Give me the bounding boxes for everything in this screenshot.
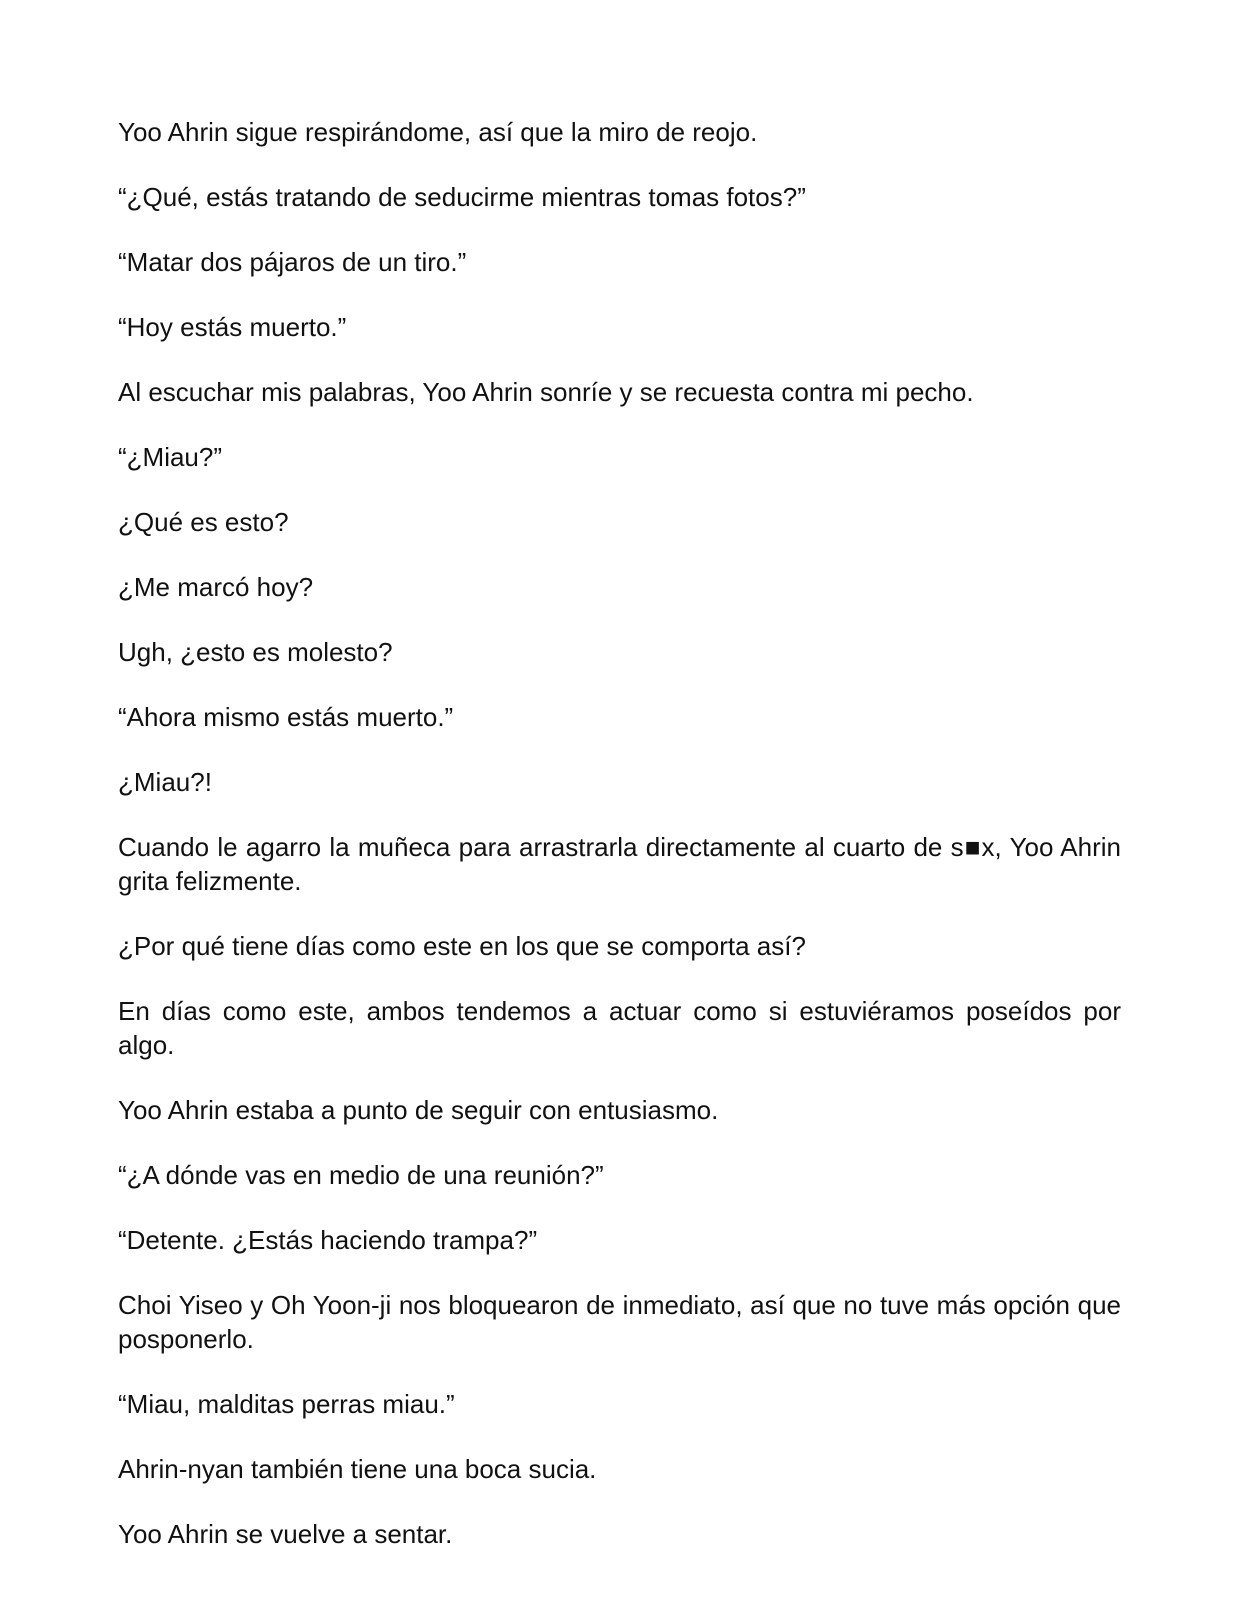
paragraph: Choi Yiseo y Oh Yoon-ji nos bloquearon de inmediato, así que no tuve más opción que posponerlo. [118,1290,1121,1354]
paragraph: Al escuchar mis palabras, Yoo Ahrin sonríe y se recuesta contra mi pecho. [118,377,974,407]
paragraph: “Matar dos pájaros de un tiro.” [118,247,467,277]
paragraph: “¿Qué, estás tratando de seducirme mientras tomas fotos?” [118,182,806,212]
paragraph: “Ahora mismo estás muerto.” [118,702,454,732]
paragraph: “Miau, malditas perras miau.” [118,1389,455,1419]
paragraph: “Hoy estás muerto.” [118,312,347,342]
paragraph: Ahrin-nyan también tiene una boca sucia. [118,1454,597,1484]
paragraph: Yoo Ahrin se vuelve a sentar. [118,1519,453,1549]
paragraph: ¿Por qué tiene días como este en los que se comporta así? [118,931,806,961]
paragraph: ¿Qué es esto? [118,507,289,537]
paragraph: Yoo Ahrin estaba a punto de seguir con entusiasmo. [118,1095,719,1125]
document-body [118,115,1121,1551]
paragraph: “Detente. ¿Estás haciendo trampa?” [118,1225,538,1255]
paragraph: Cuando le agarro la muñeca para arrastrarla directamente al cuarto de s■x, Yoo Ahrin grita felizmente. [118,832,1121,896]
paragraph: ¿Me marcó hoy? [118,572,314,602]
paragraph: Yoo Ahrin sigue respirándome, así que la miro de reojo. [118,117,758,147]
paragraph: En días como este, ambos tendemos a actuar como si estuviéramos poseídos por algo. [118,996,1121,1060]
paragraph: “¿Miau?” [118,442,223,472]
paragraph: ¿Miau?! [118,767,212,797]
paragraph: “¿A dónde vas en medio de una reunión?” [118,1160,604,1190]
paragraph: Ugh, ¿esto es molesto? [118,637,393,667]
